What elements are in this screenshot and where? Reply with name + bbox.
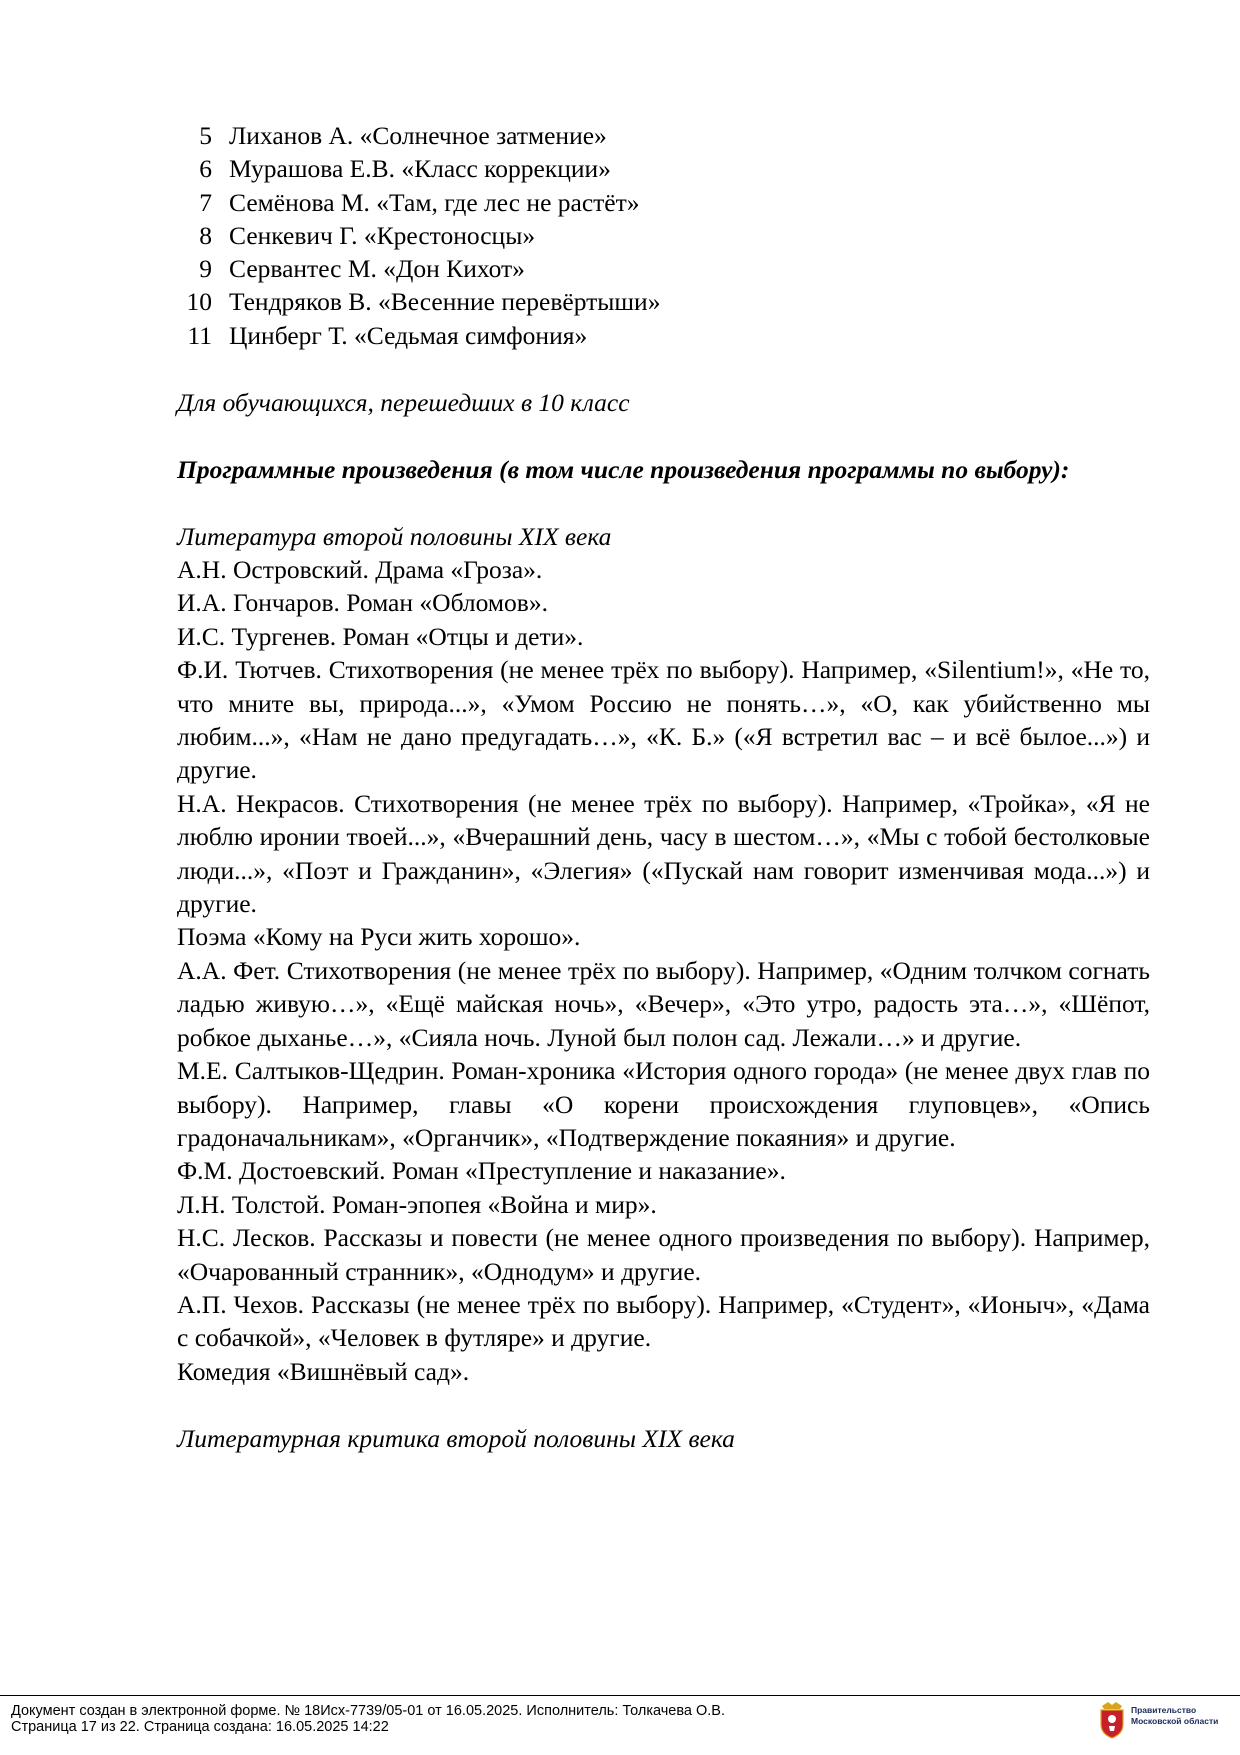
list-item-text: Сервантес М. «Дон Кихот» (229, 254, 525, 284)
government-logo (1098, 1700, 1240, 1744)
work-entry: Н.С. Лесков. Рассказы и повести (не менее одного произведения по выбору). Например, «Очарованный странник», «Однодум» и другие. (177, 1223, 1150, 1286)
list-item-number: 8 (199, 220, 212, 250)
footer-divider (0, 1695, 1240, 1696)
list-item-number: 6 (199, 154, 212, 184)
section-19c-title: Литература второй половины XIX века (177, 521, 612, 551)
section-criticism-title: Литературная критика второй половины XIX века (177, 1423, 735, 1453)
logo-caption (1131, 1705, 1239, 1727)
work-entry: Ф.М. Достоевский. Роман «Преступление и наказание». (177, 1156, 786, 1186)
work-entry: И.С. Тургенев. Роман «Отцы и дети». (177, 621, 584, 651)
document-body (177, 386, 1150, 1455)
reading-list (176, 119, 796, 352)
list-item-number: 5 (199, 121, 212, 150)
work-entry: И.А. Гончаров. Роман «Обломов». (177, 588, 548, 618)
list-item-text: Цинберг Т. «Седьмая симфония» (229, 320, 588, 350)
work-entry: А.П. Чехов. Рассказы (не менее трёх по выбору). Например, «Студент», «Ионыч», «Дама с собачкой», «Человек в футляре» и другие. (177, 1289, 1150, 1353)
program-heading: Программные произведения (в том числе произведения программы по выбору): (177, 454, 1070, 484)
list-item (176, 285, 796, 318)
list-item (176, 152, 796, 185)
grade-heading: Для обучающихся, перешедших в 10 класс (177, 388, 630, 417)
work-entry: Поэма «Кому на Руси жить хорошо». (177, 922, 581, 952)
work-entry: Н.А. Некрасов. Стихотворения (не менее трёх по выбору). Например, «Тройка», «Я не люблю иронии твоей...», «Вчерашний день, часу в шестом…», «Мы с тобой бестолковые люди...», «Поэт и Гражданин», «Элегия» («Пускай нам говорит изменчивая мода...») и другие. (177, 788, 1150, 919)
list-item (176, 219, 796, 252)
list-item-number: 11 (187, 320, 212, 350)
work-entry: А.Н. Островский. Драма «Гроза». (177, 555, 543, 584)
list-item-text: Семёнова М. «Там, где лес не растёт» (229, 187, 640, 217)
work-entry: М.Е. Салтыков-Щедрин. Роман-хроника «История одного города» (не менее двух глав по выбору). Например, главы «О корени происхождения глуповцев», «Опись градоначальникам», «Органчик», «Подтверждение покаяния» и другие. (177, 1056, 1150, 1152)
work-entry: Л.Н. Толстой. Роман-эпопея «Война и мир». (177, 1189, 657, 1219)
list-item-text: Мурашова Е.В. «Класс коррекции» (229, 154, 611, 184)
footer-page-info: Страница 17 из 22. Страница создана: 16.05.2025 14:22 (11, 1719, 389, 1735)
list-item-number: 9 (199, 254, 212, 284)
list-item-number: 7 (199, 187, 212, 217)
list-item-number: 10 (186, 287, 212, 317)
logo-line-1: Правительство (1131, 1705, 1197, 1715)
coat-of-arms-icon (1098, 1700, 1126, 1740)
list-item (176, 252, 796, 285)
logo-line-2: Московской области (1131, 1716, 1219, 1726)
list-item-text: Тендряков В. «Весенние перевёртыши» (229, 287, 661, 317)
footer-text (11, 1703, 1061, 1735)
work-entry: Комедия «Вишнёвый сад». (177, 1356, 470, 1386)
list-item-text: Лиханов А. «Солнечное затмение» (229, 121, 607, 150)
footer-document-info: Документ создан в электронной форме. № 18Исх-7739/05-01 от 16.05.2025. Исполнитель: Толкачева О.В. (11, 1703, 725, 1719)
list-item (176, 186, 796, 219)
list-item (176, 319, 796, 352)
work-entry: А.А. Фет. Стихотворения (не менее трёх по выбору). Например, «Одним толчком согнать ладью живую…», «Ещё майская ночь», «Вечер», «Это утро, радость эта…», «Шёпот, робкое дыханье…», «Сияла ночь. Луной был полон сад. Лежали…» и другие. (177, 955, 1150, 1052)
list-item-text: Сенкевич Г. «Крестоносцы» (229, 220, 536, 250)
list-item (176, 119, 796, 152)
work-entry: Ф.И. Тютчев. Стихотворения (не менее трёх по выбору). Например, «Silentium!», «Не то, что мните вы, природа...», «Умом Россию не понять…», «О, как убийственно мы любим...», «Нам не дано предугадать…», «К. Б.» («Я встретил вас – и всё былое...») и другие. (177, 655, 1150, 785)
